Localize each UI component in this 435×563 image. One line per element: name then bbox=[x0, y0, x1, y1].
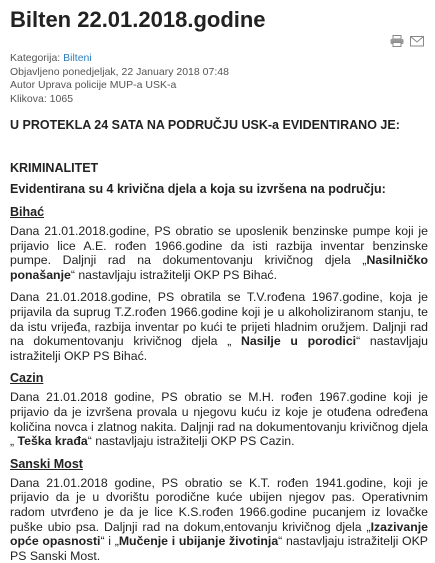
author: Autor Uprava policije MUP-a USK-a bbox=[10, 79, 177, 91]
place-heading-cazin: Cazin bbox=[10, 371, 44, 386]
place-heading-sanski-most: Sanski Most bbox=[10, 456, 83, 471]
report-paragraph: Dana 21.01.2018 godine, PS obratio se K.T. rođen 1941.godine, koji je prijavio da je u dvorištu porodične kuće ubijen njegov pas. Operativnim radom utvrđeno je da je lice K.S.rođen 1966.godine pucanjem iz lovačke puške ubio psa. Daljnji rad na dokum,entovanju krivičnog djela „Izazivanje opće opasnosti“ i „Mučenje i ubijanje životinja“ nastavljaju istražitelji OKP PS Sanski Most. bbox=[10, 475, 428, 563]
print-icon[interactable] bbox=[390, 34, 404, 46]
report-paragraph: Dana 21.01.2018.godine, PS obratila se T.V.rođena 1967.godine, koja je prijavila da suprug T.Z.rođen 1966.godine koji je u alkoholiziranom stanju, te da istu vrijeđa, razbija inventar po kući te prijeti hladnim oružjem. Daljnji rad na dokumentovanju krivičnog djela „ Nasilje u porodici“ nastavljaju istražitelji OKP PS Bihać. bbox=[10, 290, 428, 363]
section-title: KRIMINALITET bbox=[10, 161, 99, 175]
category-line: Kategorija: Bilteni bbox=[10, 52, 92, 64]
report-paragraph: Dana 21.01.2018 godine, PS obratio se M.H. rođen 1967.godine koji je prijavio da je izvršena provala u njegovu kuću iz koje je otuđena određena količina novca i zlatnog nakita. Daljnji rad na dokumentovanju krivičnog djela „ Teška krađa“ nastavljaju istražitelji OKP PS Cazin. bbox=[10, 390, 428, 449]
hit-count: Klikova: 1065 bbox=[10, 92, 74, 105]
published-date: Objavljeno ponedjeljak, 22 January 2018 07:48 bbox=[10, 65, 229, 78]
article bbox=[10, 0, 428, 563]
place-heading-bihac: Bihać bbox=[10, 205, 45, 219]
article-tools bbox=[390, 34, 424, 46]
category-link[interactable]: Bilteni bbox=[63, 52, 92, 64]
article-meta bbox=[10, 52, 428, 106]
section-subtitle: Evidentirana su 4 krivična djela a koja su izvršena na području: bbox=[10, 182, 386, 196]
report-paragraph: Dana 21.01.2018.godine, PS obratio se uposlenik benzinske pumpe koji je prijavio lice A.E. rođen 1966.godine da isti razbija inventar benzinske pumpe. Daljnji rad na dokumentovanju krivičnog djela „Nasilničko ponašanje“ nastavljaju istražitelji OKP PS Bihać. bbox=[10, 224, 428, 282]
email-icon[interactable] bbox=[410, 34, 424, 46]
page-title: Bilten 22.01.2018.godine bbox=[10, 7, 266, 32]
lead-heading: U PROTEKLA 24 SATA NA PODRUČJU USK-a EVIDENTIRANO JE: bbox=[10, 118, 400, 132]
